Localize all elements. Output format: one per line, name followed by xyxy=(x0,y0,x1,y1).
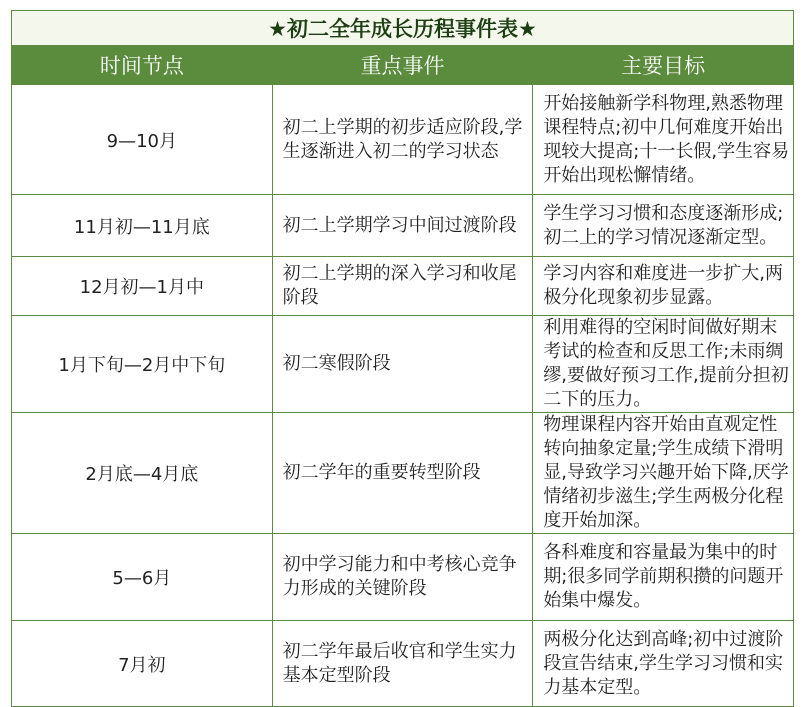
event-cell: 初二上学期的初步适应阶段,学生逐渐进入初二的学习状态 xyxy=(272,85,533,195)
title-row xyxy=(12,11,794,46)
time-cell: 9—10月 xyxy=(12,85,273,195)
time-cell: 5—6月 xyxy=(12,534,273,621)
time-cell: 12月初—1月中 xyxy=(12,257,273,316)
table-row xyxy=(12,413,794,534)
header-time: 时间节点 xyxy=(12,46,273,85)
events-table xyxy=(11,10,794,707)
event-cell: 初中学习能力和中考核心竞争力形成的关键阶段 xyxy=(272,534,533,621)
table-row xyxy=(12,195,794,257)
table-row xyxy=(12,534,794,621)
time-cell: 1月下旬—2月中下旬 xyxy=(12,316,273,413)
table-title: ★初二全年成长历程事件表★ xyxy=(12,11,794,46)
table-row xyxy=(12,316,794,413)
events-table-container xyxy=(11,10,794,707)
header-event: 重点事件 xyxy=(272,46,533,85)
time-cell: 7月初 xyxy=(12,621,273,707)
time-cell: 2月底—4月底 xyxy=(12,413,273,534)
table-row xyxy=(12,85,794,195)
event-cell: 初二上学期的深入学习和收尾阶段 xyxy=(272,257,533,316)
goal-cell: 学生学习习惯和态度逐渐形成;初二上的学习情况逐渐定型。 xyxy=(533,195,794,257)
goal-cell: 两极分化达到高峰;初中过渡阶段宣告结束,学生学习习惯和实力基本定型。 xyxy=(533,621,794,707)
goal-cell: 物理课程内容开始由直观定性转向抽象定量;学生成绩下滑明显,导致学习兴趣开始下降,厌学情绪初步滋生;学生两极分化程度开始加深。 xyxy=(533,413,794,534)
goal-cell: 利用难得的空闲时间做好期末考试的检查和反思工作;未雨绸缪,要做好预习工作,提前分担初二下的压力。 xyxy=(533,316,794,413)
goal-cell: 各科难度和容量最为集中的时期;很多同学前期积攒的问题开始集中爆发。 xyxy=(533,534,794,621)
table-row xyxy=(12,621,794,707)
table-row xyxy=(12,257,794,316)
event-cell: 初二寒假阶段 xyxy=(272,316,533,413)
goal-cell: 学习内容和难度进一步扩大,两极分化现象初步显露。 xyxy=(533,257,794,316)
header-row xyxy=(12,46,794,85)
time-cell: 11月初—11月底 xyxy=(12,195,273,257)
event-cell: 初二上学期学习中间过渡阶段 xyxy=(272,195,533,257)
event-cell: 初二学年最后收官和学生实力基本定型阶段 xyxy=(272,621,533,707)
event-cell: 初二学年的重要转型阶段 xyxy=(272,413,533,534)
header-goal: 主要目标 xyxy=(533,46,794,85)
goal-cell: 开始接触新学科物理,熟悉物理课程特点;初中几何难度开始出现较大提高;十一长假,学生容易开始出现松懈情绪。 xyxy=(533,85,794,195)
